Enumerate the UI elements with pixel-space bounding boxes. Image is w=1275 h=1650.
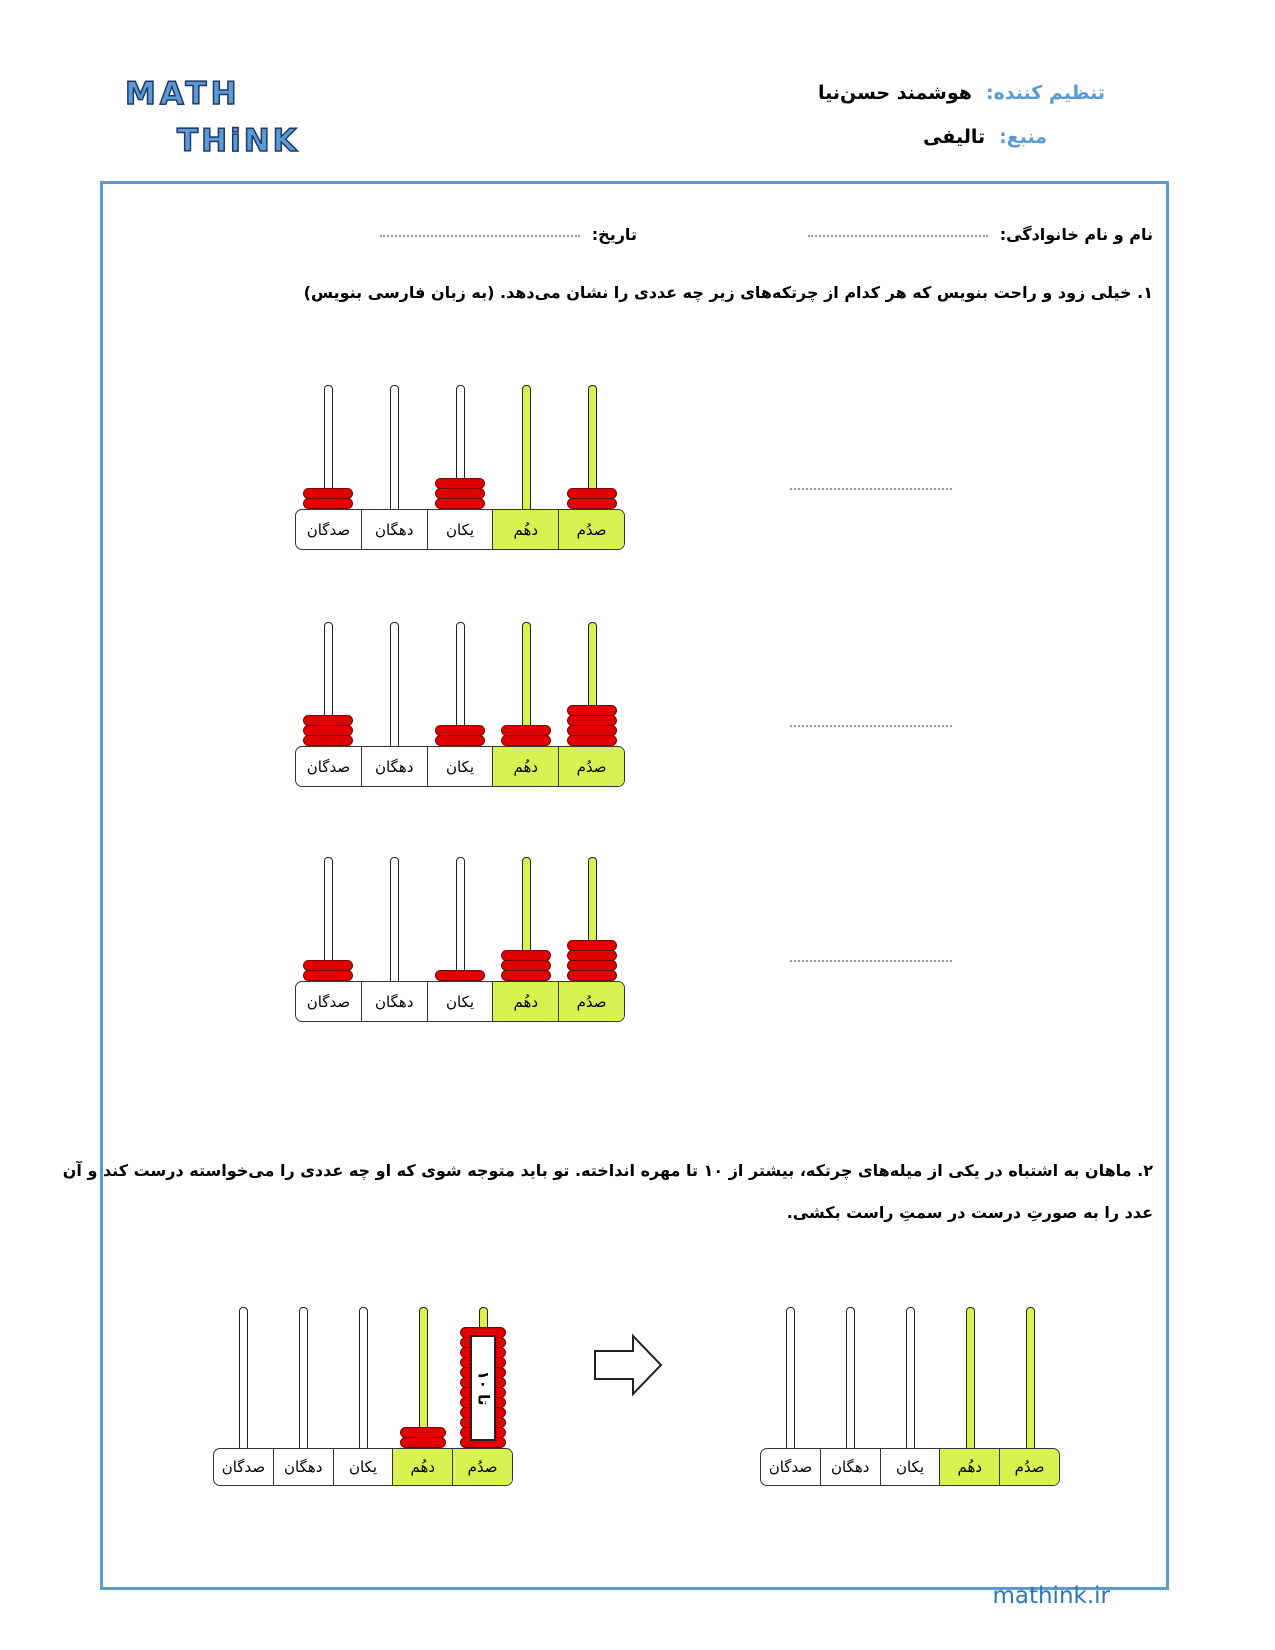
author-name: هوشمند حسن‌نیا [817,82,972,104]
abacus-bead [303,498,353,509]
abacus-rod-3 [456,857,465,984]
abacus-rod-2 [846,1307,855,1451]
date-field[interactable] [380,235,580,237]
abacus-bead [435,725,485,736]
abacus-bead [567,488,617,499]
answer-line-3[interactable] [790,960,952,962]
abacus-bead [400,1437,446,1448]
abacus-bead [303,970,353,981]
abacus-rod-2 [390,857,399,984]
author-line [818,82,1105,104]
abacus-bead [400,1427,446,1438]
place-label-cell: صدُم [558,747,624,786]
abacus-bead [567,940,617,951]
name-label: نام و نام خانوادگی: [999,225,1153,244]
abacus-rod-2 [299,1307,308,1451]
question-2-line-1: ۲. ماهان به اشتباه در یکی از میله‌های چرتکه، بیشتر از ۱۰ تا مهره انداخته. تو باید متوجه شوی که او چه عددی را می‌خواسته درست کند و آن [62,1161,1153,1180]
abacus-q2-wrong [213,1307,523,1487]
source-line [923,126,1047,148]
place-label-cell: دهُم [492,510,558,549]
abacus-rod-1 [786,1307,795,1451]
place-label-cell: صدگان [306,757,351,776]
place-label-cell: دهُم [492,982,558,1021]
abacus-place-labels [760,1448,1060,1486]
abacus-q1-2 [295,622,635,787]
place-label-cell: صدگان [306,992,351,1011]
ten-beads-label: ۱۰ تا [474,1370,492,1406]
source-label: منبع: [999,126,1047,148]
abacus-bead [567,498,617,509]
place-label-cell: صدُم [999,1449,1059,1485]
abacus-place-labels [213,1448,513,1486]
abacus-bead [435,970,485,981]
place-label-cell: یکان [333,1449,393,1485]
place-label-cell: یکان [427,982,493,1021]
abacus-bead [501,970,551,981]
abacus-rod-3 [906,1307,915,1451]
place-label-cell: دهُم [939,1449,999,1485]
place-label-cell: یکان [427,510,493,549]
abacus-bead [567,715,617,726]
right-arrow-icon [593,1330,663,1400]
abacus-bead [303,735,353,746]
abacus-bead [303,488,353,499]
abacus-place-labels [295,746,625,787]
abacus-q1-1 [295,385,635,550]
mathink-logo [125,74,325,164]
abacus-bead [501,960,551,971]
abacus-bead [567,725,617,736]
question-2-line-2: عدد را به صورتِ درست در سمتِ راست بکشی. [786,1203,1153,1222]
abacus-bead [501,735,551,746]
abacus-place-labels [295,981,625,1022]
abacus-rod-1 [239,1307,248,1451]
abacus-q2-answer[interactable] [760,1307,1070,1487]
abacus-bead [567,970,617,981]
place-label-cell: دهگان [361,982,427,1021]
abacus-rod-2 [390,622,399,749]
abacus-bead [435,735,485,746]
abacus-bead [501,725,551,736]
abacus-rod-5 [1026,1307,1035,1451]
place-label-cell: صدُم [558,982,624,1021]
abacus-bead [567,960,617,971]
logo-line-1: MATH [125,76,241,112]
place-label-cell: یکان [427,747,493,786]
abacus-bead [567,950,617,961]
abacus-bead [435,498,485,509]
source-value: تالیفی [923,126,986,148]
abacus-place-labels [295,509,625,550]
place-label-cell: یکان [880,1449,940,1485]
answer-line-2[interactable] [790,725,952,727]
place-label-cell: صدگان [306,520,351,539]
place-label-cell: دهُم [492,747,558,786]
abacus-bead [435,478,485,489]
abacus-bead [567,705,617,716]
place-label-cell: دهگان [820,1449,880,1485]
footer-site[interactable]: mathink.ir [992,1583,1110,1609]
abacus-bead [303,725,353,736]
name-date-row [380,225,1153,244]
name-field[interactable] [808,235,988,237]
ten-beads-box [470,1335,495,1441]
place-label-cell: صدگان [221,1458,266,1476]
question-1: ۱. خیلی زود و راحت بنویس که هر کدام از چرتکه‌های زیر چه عددی را نشان می‌دهد. (به زبان فارسی بنویس) [303,283,1153,302]
abacus-rod-2 [390,385,399,512]
abacus-rod-4 [966,1307,975,1451]
abacus-q1-3 [295,857,635,1022]
place-label-cell: دهُم [392,1449,452,1485]
abacus-bead [303,715,353,726]
abacus-rod-3 [359,1307,368,1451]
answer-line-1[interactable] [790,488,952,490]
abacus-bead [567,735,617,746]
abacus-bead [303,960,353,971]
date-label: تاریخ: [591,225,637,244]
abacus-rod-4 [522,385,531,512]
place-label-cell: دهگان [361,510,427,549]
place-label-cell: صدُم [558,510,624,549]
place-label-cell: صدُم [452,1449,512,1485]
place-label-cell: دهگان [361,747,427,786]
place-label-cell: دهگان [273,1449,333,1485]
abacus-bead [501,950,551,961]
abacus-bead [435,488,485,499]
logo-line-2: THiNK [177,123,300,159]
place-label-cell: صدگان [768,1458,813,1476]
author-label: تنظیم کننده: [985,82,1105,104]
